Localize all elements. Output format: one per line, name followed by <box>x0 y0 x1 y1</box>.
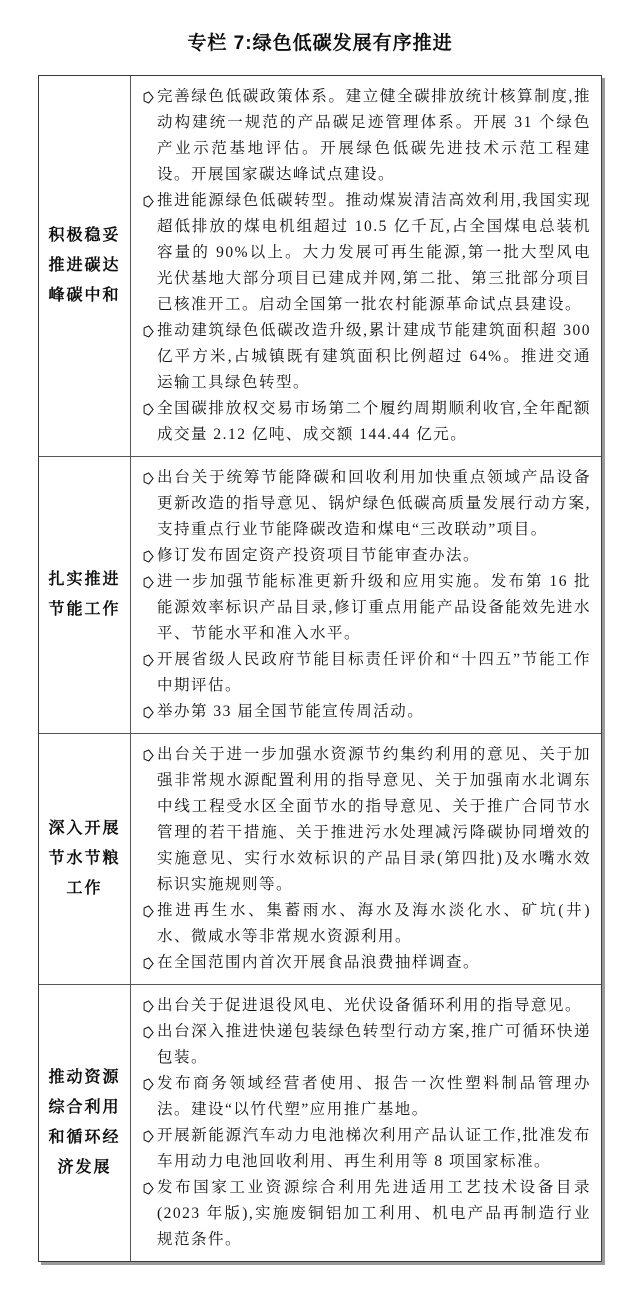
list-item <box>131 465 591 543</box>
diamond-bullet-icon <box>131 543 157 563</box>
page-title: 专栏 7:绿色低碳发展有序推进 <box>187 33 453 54</box>
list-item <box>131 742 591 898</box>
row-header-text: 推动资源综合利用和循环经济发展 <box>48 1069 121 1176</box>
list-item <box>131 993 591 1019</box>
item-text: 举办第 33 届全国节能宣传周活动。 <box>157 703 425 720</box>
row-content <box>131 76 601 456</box>
row-header-text: 扎实推进节能工作 <box>48 571 121 618</box>
box-table <box>38 75 602 1262</box>
diamond-bullet-icon <box>131 396 157 416</box>
diamond-bullet-icon <box>131 950 157 970</box>
list-item <box>131 543 591 569</box>
row-header-text: 积极稳妥推进碳达峰碳中和 <box>48 227 121 304</box>
row-content <box>131 457 601 733</box>
item-text: 在全国范围内首次开展食品浪费抽样调查。 <box>157 954 481 971</box>
item-text: 推进能源绿色低碳转型。推动煤炭清洁高效利用,我国实现超低排放的煤电机组超过 10.5 亿千瓦,占全国煤电总装机容量的 90%以上。大力发展可再生能源,第一批大型风电光伏基地大部分项目已建成并网,第二批、第三批部分项目已核准开工。启动全国第一批农村能源革命试点县建设。 <box>157 192 591 313</box>
item-text: 出台关于进一步加强水资源节约集约利用的意见、关于加强非常规水源配置利用的指导意见、关于加强南水北调东中线工程受水区全面节水的指导意见、关于推广合同节水管理的若干措施、关于推进污水处理减污降碳协同增效的实施意见、实行水效标识的产品目录(第四批)及水嘴水效标识实施规则等。 <box>157 746 591 893</box>
row-header-text: 深入开展节水节粮工作 <box>48 820 121 897</box>
diamond-bullet-icon <box>131 742 157 762</box>
list-item <box>131 898 591 950</box>
list-item <box>131 699 591 725</box>
diamond-bullet-icon <box>131 1175 157 1195</box>
list-item <box>131 1123 591 1175</box>
row-content <box>131 985 601 1261</box>
item-text: 发布国家工业资源综合利用先进适用工艺技术设备目录(2023 年版),实施废铜铝加工利用、机电产品再制造行业规范条件。 <box>157 1179 591 1248</box>
item-text: 全国碳排放权交易市场第二个履约周期顺利收官,全年配额成交量 2.12 亿吨、成交额 144.44 亿元。 <box>157 400 591 443</box>
list-item <box>131 1175 591 1253</box>
row-header <box>39 985 131 1261</box>
diamond-bullet-icon <box>131 318 157 338</box>
list-item <box>131 647 591 699</box>
table-row <box>39 76 601 457</box>
item-text: 推动建筑绿色低碳改造升级,累计建成节能建筑面积超 300 亿平方米,占城镇既有建筑面积比例超过 64%。推进交通运输工具绿色转型。 <box>157 322 591 391</box>
table-row <box>39 985 601 1261</box>
list-item <box>131 569 591 647</box>
item-text: 出台关于统筹节能降碳和回收利用加快重点领域产品设备更新改造的指导意见、锅炉绿色低碳高质量发展行动方案,支持重点行业节能降碳改造和煤电“三改联动”项目。 <box>157 469 591 538</box>
diamond-bullet-icon <box>131 465 157 485</box>
diamond-bullet-icon <box>131 1071 157 1091</box>
item-text: 推进再生水、集蓄雨水、海水及海水淡化水、矿坑(井)水、微咸水等非常规水资源利用。 <box>157 902 591 945</box>
item-text: 出台关于促进退役风电、光伏设备循环利用的指导意见。 <box>157 997 583 1014</box>
list-item <box>131 950 591 976</box>
row-header <box>39 76 131 456</box>
diamond-bullet-icon <box>131 993 157 1013</box>
diamond-bullet-icon <box>131 569 157 589</box>
diamond-bullet-icon <box>131 647 157 667</box>
diamond-bullet-icon <box>131 84 157 104</box>
list-item <box>131 84 591 188</box>
list-item <box>131 1071 591 1123</box>
row-content <box>131 734 601 984</box>
list-item <box>131 396 591 448</box>
item-text: 修订发布固定资产投资项目节能审查办法。 <box>157 547 481 564</box>
item-text: 出台深入推进快递包装绿色转型行动方案,推广可循环快递包装。 <box>157 1023 591 1066</box>
item-text: 完善绿色低碳政策体系。建立健全碳排放统计核算制度,推动构建统一规范的产品碳足迹管理体系。开展 31 个绿色产业示范基地评估。开展绿色低碳先进技术示范工程建设。开展国家碳达峰试点建设。 <box>157 88 591 183</box>
list-item <box>131 318 591 396</box>
item-text: 开展新能源汽车动力电池梯次利用产品认证工作,批准发布车用动力电池回收利用、再生利用等 8 项国家标准。 <box>157 1127 591 1170</box>
item-text: 开展省级人民政府节能目标责任评价和“十四五”节能工作中期评估。 <box>157 651 591 694</box>
item-text: 发布商务领域经营者使用、报告一次性塑料制品管理办法。建设“以竹代塑”应用推广基地。 <box>157 1075 591 1118</box>
item-text: 进一步加强节能标准更新升级和应用实施。发布第 16 批能源效率标识产品目录,修订重点用能产品设备能效先进水平、节能水平和准入水平。 <box>157 573 591 642</box>
list-item <box>131 188 591 318</box>
table-row <box>39 734 601 985</box>
diamond-bullet-icon <box>131 1019 157 1039</box>
table-row <box>39 457 601 734</box>
diamond-bullet-icon <box>131 1123 157 1143</box>
list-item <box>131 1019 591 1071</box>
diamond-bullet-icon <box>131 188 157 208</box>
diamond-bullet-icon <box>131 699 157 719</box>
diamond-bullet-icon <box>131 898 157 918</box>
row-header <box>39 734 131 984</box>
row-header <box>39 457 131 733</box>
